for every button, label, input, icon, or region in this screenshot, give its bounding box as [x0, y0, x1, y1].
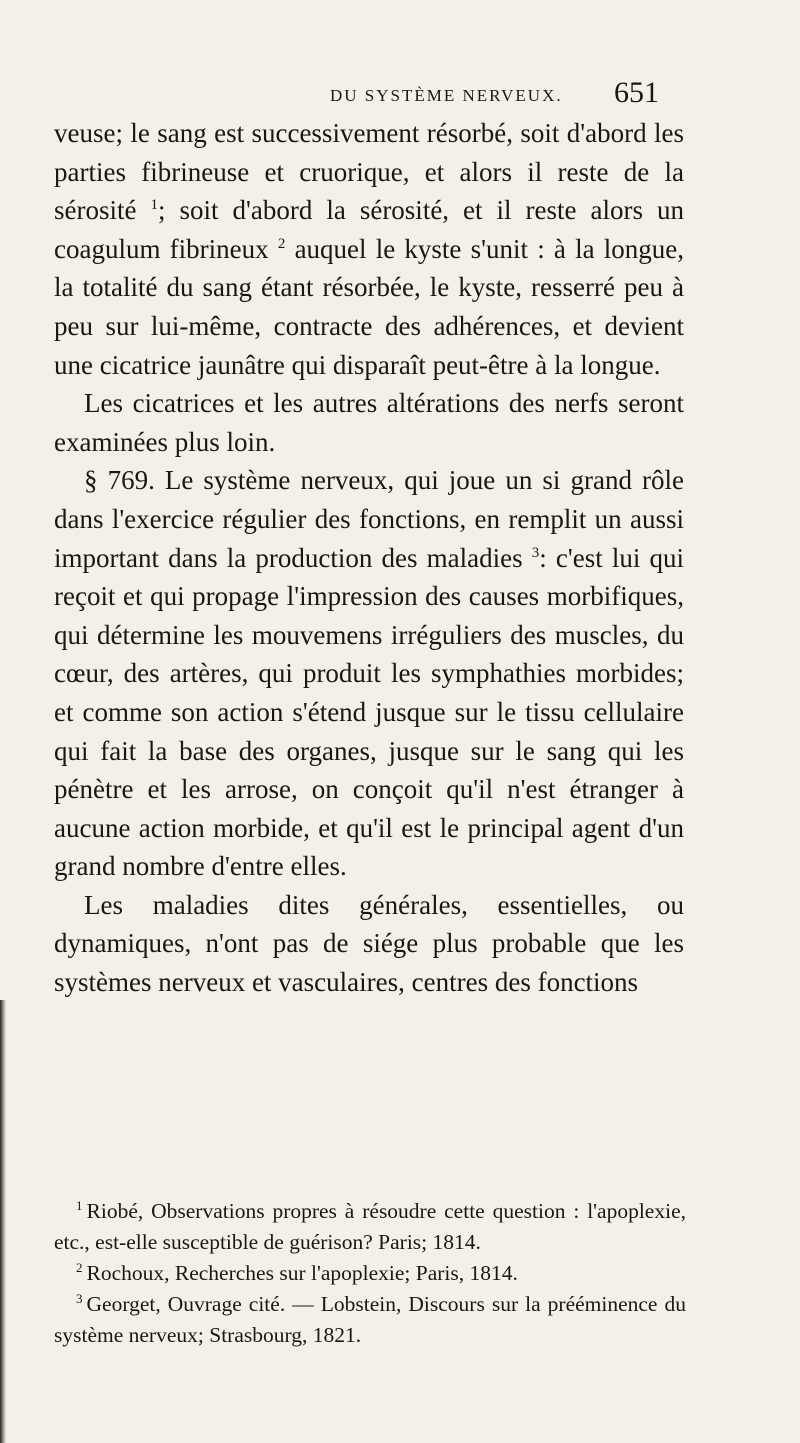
- footnote-mark: 1: [76, 1197, 83, 1213]
- paragraph-text: auquel le kyste s'unit : à la longue, la totalité du sang étant résorbée, le kyste, resserré peu à peu sur lui-même, contracte des adhérences, et devient une cicatrice jaunâtre qui disparaît peut-être à la longue.: [54, 233, 685, 380]
- footnote: [54, 1289, 686, 1351]
- paragraph-continued: [54, 114, 684, 384]
- footnote-mark: 2: [76, 1259, 83, 1275]
- footnote-text: Rochoux, Recherches sur l'apoplexie; Paris, 1814.: [86, 1261, 518, 1285]
- footnote-mark: 3: [76, 1290, 83, 1306]
- page-number: 651: [614, 76, 659, 109]
- footnote-ref-3: 3: [531, 544, 540, 561]
- paragraph: Les cicatrices et les autres altérations des nerfs seront examinées plus loin.: [54, 388, 684, 457]
- main-text: [54, 114, 684, 1002]
- page-header: [0, 76, 800, 116]
- paragraph-text: veuse; le sang est successivement résorbé, soit d'abord les parties fibrineuse et cruorique, et alors il reste de la sérosité: [54, 118, 684, 226]
- footnote-ref-2: 2: [277, 235, 286, 252]
- paragraph: Les maladies dites générales, essentielles, ou dynamiques, n'ont pas de siége plus probable que les systèmes nerveux et vasculaires, centres des fonctions: [54, 889, 684, 998]
- page-edge-shadow: [0, 1000, 6, 1443]
- running-head: DU SYSTÈME NERVEUX.: [330, 86, 563, 105]
- footnote-text: Riobé, Observations propres à résoudre cette question : l'apoplexie, etc., est-elle susceptible de guérison? Paris; 1814.: [54, 1199, 686, 1254]
- paragraph-text: § 769. Le système nerveux, qui joue un si grand rôle dans l'exercice régulier des fonctions, en remplit un aussi important dans la production des maladies: [54, 465, 684, 573]
- footnote: [54, 1196, 686, 1258]
- paragraph-text: : c'est lui qui reçoit et qui propage l'impression des causes morbifiques, qui détermine les mouvemens irréguliers des muscles, du cœur, des artères, qui produit les symphathies morbides; et comme son action s'étend jusque sur le tissu cellulaire qui fait la base des organes, jusque sur le sang qui les pénètre et les arrose, on conçoit qu'il n'est étranger à aucune action morbide, et qu'il est le principal agent d'un grand nombre d'entre elles.: [54, 542, 684, 882]
- paragraph-text: ; soit d'abord la sérosité, et il reste alors un coagulum fibrineux: [54, 195, 684, 264]
- footnote-text: Georget, Ouvrage cité. — Lobstein, Discours sur la prééminence du système nerveux; Strasbourg, 1821.: [54, 1292, 686, 1347]
- paragraph-section-769: [54, 461, 684, 886]
- footnote-ref-1: 1: [150, 197, 158, 214]
- footnotes: [54, 1196, 686, 1351]
- footnote: [54, 1258, 686, 1289]
